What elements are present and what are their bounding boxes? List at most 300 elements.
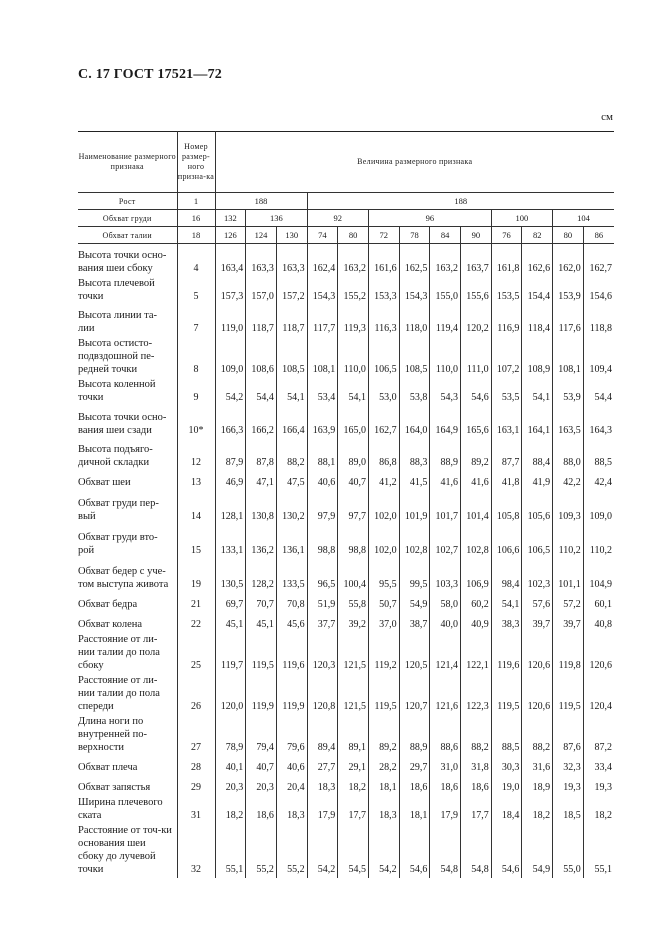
row-value: 87,7 [491,439,522,471]
row-value: 18,2 [522,796,553,824]
row-value: 101,9 [399,491,430,525]
row-name: Обхват колена [78,618,143,630]
row-value: 164,3 [583,406,614,439]
row-value: 42,2 [553,471,584,491]
row-value: 57,2 [553,593,584,613]
row-value: 122,3 [461,674,492,715]
grud-value: 100 [491,210,552,227]
row-value: 109,3 [553,491,584,525]
table-row [78,593,614,613]
row-value: 154,3 [399,277,430,305]
row-value: 54,1 [522,378,553,406]
row-value: 136,1 [276,525,307,559]
row-value: 162,7 [368,406,399,439]
row-value: 47,5 [276,471,307,491]
row-value: 162,5 [399,244,430,277]
row-value: 116,9 [491,305,522,337]
row-value: 87,8 [246,439,277,471]
talii-value: 82 [522,227,553,244]
rost-label: Рост [118,196,136,206]
row-value: 155,6 [461,277,492,305]
row-value: 166,3 [215,406,246,439]
row-value: 53,8 [399,378,430,406]
row-value: 101,7 [430,491,461,525]
row-value: 163,3 [246,244,277,277]
row-value: 101,4 [461,491,492,525]
row-value: 133,5 [276,559,307,593]
row-value: 40,9 [461,613,492,633]
row-value: 41,9 [522,471,553,491]
row-value: 37,0 [368,613,399,633]
row-num: 10* [177,406,215,439]
row-name: Обхват плеча [78,761,138,773]
row-value: 38,7 [399,613,430,633]
row-value: 99,5 [399,559,430,593]
row-value: 89,4 [307,715,338,756]
row-value: 130,2 [276,491,307,525]
row-value: 29,1 [338,756,369,776]
row-value: 119,9 [246,674,277,715]
row-name: Обхват бедра [78,598,138,610]
row-value: 119,4 [430,305,461,337]
row-value: 57,6 [522,593,553,613]
row-value: 55,2 [246,824,277,878]
row-value: 108,5 [276,337,307,378]
row-value: 40,8 [583,613,614,633]
row-value: 18,2 [338,776,369,796]
row-value: 55,1 [215,824,246,878]
size-table [78,131,614,878]
row-name: Высота подъяго-дичной складки [78,443,153,468]
row-value: 28,2 [368,756,399,776]
row-value: 164,1 [522,406,553,439]
row-name: Высота остисто-подвздошной пе-редней точки [78,337,155,375]
row-value: 108,9 [522,337,553,378]
row-value: 31,6 [522,756,553,776]
row-num: 13 [177,471,215,491]
table-row [78,796,614,824]
rost-value: 188 [307,193,614,210]
row-value: 18,3 [276,796,307,824]
row-value: 20,4 [276,776,307,796]
row-value: 54,6 [491,824,522,878]
table-row [78,776,614,796]
row-value: 47,1 [246,471,277,491]
row-value: 166,4 [276,406,307,439]
row-name: Высота точки осно-вания шеи сзади [78,411,167,436]
row-value: 45,6 [276,613,307,633]
row-value: 122,1 [461,633,492,674]
row-value: 136,2 [246,525,277,559]
row-value: 88,0 [553,439,584,471]
row-value: 89,2 [368,715,399,756]
row-value: 163,9 [307,406,338,439]
row-value: 87,6 [553,715,584,756]
row-name: Высота линии та-лии [78,309,158,334]
row-value: 60,2 [461,593,492,613]
row-value: 161,8 [491,244,522,277]
row-name: Высота коленной точки [78,378,156,403]
talii-value: 80 [338,227,369,244]
row-value: 18,1 [399,796,430,824]
header-value-col: Величина размерного признака [215,132,614,193]
row-value: 70,8 [276,593,307,613]
row-value: 18,6 [461,776,492,796]
row-value: 102,8 [461,525,492,559]
unit-label: см [601,111,613,123]
talii-num: 18 [177,227,215,244]
talii-value: 72 [368,227,399,244]
page-header: С. 17 ГОСТ 17521—72 [78,67,222,82]
talii-value: 76 [491,227,522,244]
row-value: 119,6 [491,633,522,674]
row-value: 18,5 [553,796,584,824]
row-value: 40,6 [276,756,307,776]
row-value: 116,3 [368,305,399,337]
row-value: 41,5 [399,471,430,491]
grud-value: 92 [307,210,368,227]
row-value: 108,6 [246,337,277,378]
row-value: 89,1 [338,715,369,756]
table-row [78,491,614,525]
row-value: 42,4 [583,471,614,491]
row-value: 106,6 [491,525,522,559]
row-value: 105,8 [491,491,522,525]
row-value: 98,8 [307,525,338,559]
row-value: 119,7 [215,633,246,674]
row-num: 31 [177,796,215,824]
talii-value: 74 [307,227,338,244]
row-value: 88,9 [399,715,430,756]
row-value: 101,1 [553,559,584,593]
table-body [78,244,614,878]
table-row [78,613,614,633]
table-row [78,633,614,674]
row-value: 18,6 [246,796,277,824]
row-value: 54,2 [215,378,246,406]
row-value: 120,5 [399,633,430,674]
row-value: 107,2 [491,337,522,378]
row-value: 53,9 [553,378,584,406]
row-value: 95,5 [368,559,399,593]
row-name: Обхват шеи [78,476,131,488]
grud-num: 16 [177,210,215,227]
row-num: 32 [177,824,215,878]
row-value: 109,4 [583,337,614,378]
table-row [78,277,614,305]
row-value: 119,5 [246,633,277,674]
row-value: 153,5 [491,277,522,305]
row-num: 27 [177,715,215,756]
row-value: 55,1 [583,824,614,878]
row-value: 120,3 [307,633,338,674]
row-value: 18,1 [368,776,399,796]
row-value: 55,0 [553,824,584,878]
row-value: 121,5 [338,674,369,715]
row-value: 53,4 [307,378,338,406]
row-value: 39,2 [338,613,369,633]
row-value: 163,4 [215,244,246,277]
row-name: Обхват бедер с уче-том выступа живота [78,565,169,590]
row-num: 9 [177,378,215,406]
talii-value: 86 [583,227,614,244]
row-value: 46,9 [215,471,246,491]
table-row [78,824,614,878]
row-value: 41,2 [368,471,399,491]
row-value: 130,8 [246,491,277,525]
row-value: 119,6 [276,633,307,674]
row-value: 45,1 [215,613,246,633]
row-value: 54,6 [461,378,492,406]
row-value: 157,3 [215,277,246,305]
row-value: 54,2 [307,824,338,878]
row-value: 50,7 [368,593,399,613]
row-value: 79,6 [276,715,307,756]
row-value: 128,1 [215,491,246,525]
row-value: 133,1 [215,525,246,559]
row-num: 29 [177,776,215,796]
row-value: 54,1 [276,378,307,406]
header-name-col: Наименование размерного признака [78,152,176,171]
row-num: 7 [177,305,215,337]
row-value: 39,7 [553,613,584,633]
row-value: 54,9 [399,593,430,613]
row-value: 163,5 [553,406,584,439]
row-value: 40,0 [430,613,461,633]
row-value: 54,3 [430,378,461,406]
row-value: 54,9 [522,824,553,878]
row-value: 102,3 [522,559,553,593]
row-value: 40,7 [338,471,369,491]
row-value: 32,3 [553,756,584,776]
table-row [78,674,614,715]
row-value: 162,6 [522,244,553,277]
row-value: 88,5 [583,439,614,471]
table-row [78,715,614,756]
row-value: 153,9 [553,277,584,305]
row-value: 18,4 [491,796,522,824]
row-value: 69,7 [215,593,246,613]
row-value: 40,6 [307,471,338,491]
row-value: 41,6 [430,471,461,491]
table-row [78,337,614,378]
header-num-col: Номер размер-ного призна-ка [177,132,215,193]
row-value: 54,8 [430,824,461,878]
row-num: 5 [177,277,215,305]
rost-value: 188 [215,193,307,210]
row-name: Расстояние от ли-нии талии до пола сбоку [78,633,160,671]
row-value: 18,2 [583,796,614,824]
row-value: 166,2 [246,406,277,439]
row-value: 108,1 [307,337,338,378]
row-value: 104,9 [583,559,614,593]
row-value: 163,1 [491,406,522,439]
row-value: 54,2 [368,824,399,878]
row-value: 155,2 [338,277,369,305]
row-value: 102,0 [368,525,399,559]
row-value: 17,7 [338,796,369,824]
row-value: 109,0 [583,491,614,525]
table-row [78,559,614,593]
row-name: Ширина плечевого ската [78,796,163,821]
row-value: 29,7 [399,756,430,776]
row-num: 12 [177,439,215,471]
row-value: 19,0 [491,776,522,796]
row-value: 40,7 [246,756,277,776]
row-value: 89,2 [461,439,492,471]
row-value: 162,0 [553,244,584,277]
row-value: 39,7 [522,613,553,633]
row-value: 110,0 [338,337,369,378]
row-value: 33,4 [583,756,614,776]
row-value: 54,8 [461,824,492,878]
row-value: 119,0 [215,305,246,337]
row-value: 86,8 [368,439,399,471]
row-num: 21 [177,593,215,613]
row-value: 41,8 [491,471,522,491]
row-value: 31,8 [461,756,492,776]
row-value: 119,5 [553,674,584,715]
row-value: 163,2 [430,244,461,277]
talii-value: 124 [246,227,277,244]
row-value: 155,0 [430,277,461,305]
row-value: 102,0 [368,491,399,525]
grud-label: Обхват груди [102,213,152,223]
row-value: 79,4 [246,715,277,756]
row-value: 119,9 [276,674,307,715]
row-value: 121,4 [430,633,461,674]
row-value: 102,8 [399,525,430,559]
row-name: Расстояние от ли-нии талии до пола спереди [78,674,160,712]
row-value: 128,2 [246,559,277,593]
row-value: 157,2 [276,277,307,305]
row-num: 19 [177,559,215,593]
row-value: 55,8 [338,593,369,613]
talii-value: 90 [461,227,492,244]
grud-value: 96 [368,210,491,227]
row-name: Расстояние от точ-ки основания шеи сбоку до лучевой точки [78,824,172,875]
row-value: 118,0 [399,305,430,337]
table-row [78,525,614,559]
row-value: 18,3 [368,796,399,824]
row-value: 54,1 [338,378,369,406]
row-value: 157,0 [246,277,277,305]
row-value: 88,2 [461,715,492,756]
row-value: 53,5 [491,378,522,406]
row-value: 20,3 [246,776,277,796]
row-value: 106,9 [461,559,492,593]
row-value: 153,3 [368,277,399,305]
row-value: 106,5 [368,337,399,378]
row-value: 40,1 [215,756,246,776]
row-value: 161,6 [368,244,399,277]
row-value: 88,3 [399,439,430,471]
row-value: 89,0 [338,439,369,471]
row-value: 154,3 [307,277,338,305]
row-value: 163,3 [276,244,307,277]
row-value: 98,4 [491,559,522,593]
row-num: 25 [177,633,215,674]
row-value: 108,1 [553,337,584,378]
row-value: 17,9 [307,796,338,824]
row-value: 30,3 [491,756,522,776]
row-value: 88,6 [430,715,461,756]
grud-value: 104 [553,210,614,227]
row-value: 120,8 [307,674,338,715]
row-name: Высота точки осно-вания шеи сбоку [78,249,167,274]
row-value: 163,7 [461,244,492,277]
row-value: 54,4 [246,378,277,406]
row-value: 54,5 [338,824,369,878]
row-value: 121,6 [430,674,461,715]
row-value: 120,7 [399,674,430,715]
row-value: 88,9 [430,439,461,471]
row-value: 51,9 [307,593,338,613]
row-value: 54,6 [399,824,430,878]
row-value: 102,7 [430,525,461,559]
row-value: 119,8 [553,633,584,674]
table-row [78,406,614,439]
row-value: 88,4 [522,439,553,471]
talii-label: Обхват талии [102,230,152,240]
row-value: 120,0 [215,674,246,715]
talii-value: 126 [215,227,246,244]
row-value: 162,7 [583,244,614,277]
row-value: 164,0 [399,406,430,439]
talii-value: 84 [430,227,461,244]
row-value: 110,2 [583,525,614,559]
row-value: 110,2 [553,525,584,559]
row-name: Обхват груди вто-рой [78,531,158,556]
row-name: Длина ноги по внутренней по-верхности [78,715,147,753]
row-value: 54,1 [491,593,522,613]
row-value: 118,7 [276,305,307,337]
row-value: 117,7 [307,305,338,337]
table-row [78,471,614,491]
row-value: 18,9 [522,776,553,796]
row-value: 118,7 [246,305,277,337]
row-value: 31,0 [430,756,461,776]
row-value: 27,7 [307,756,338,776]
row-value: 154,6 [583,277,614,305]
row-value: 97,7 [338,491,369,525]
row-value: 130,5 [215,559,246,593]
row-value: 103,3 [430,559,461,593]
row-name: Высота плечевой точки [78,277,155,302]
row-value: 119,2 [368,633,399,674]
row-value: 105,6 [522,491,553,525]
row-value: 58,0 [430,593,461,613]
row-value: 38,3 [491,613,522,633]
row-value: 120,6 [522,674,553,715]
row-num: 26 [177,674,215,715]
row-value: 87,2 [583,715,614,756]
row-value: 165,0 [338,406,369,439]
row-value: 19,3 [553,776,584,796]
row-value: 121,5 [338,633,369,674]
row-num: 22 [177,613,215,633]
row-num: 28 [177,756,215,776]
table-row [78,756,614,776]
row-value: 120,6 [522,633,553,674]
row-num: 14 [177,491,215,525]
talii-value: 130 [276,227,307,244]
row-value: 154,4 [522,277,553,305]
row-value: 96,5 [307,559,338,593]
row-value: 117,6 [553,305,584,337]
row-value: 165,6 [461,406,492,439]
row-value: 162,4 [307,244,338,277]
